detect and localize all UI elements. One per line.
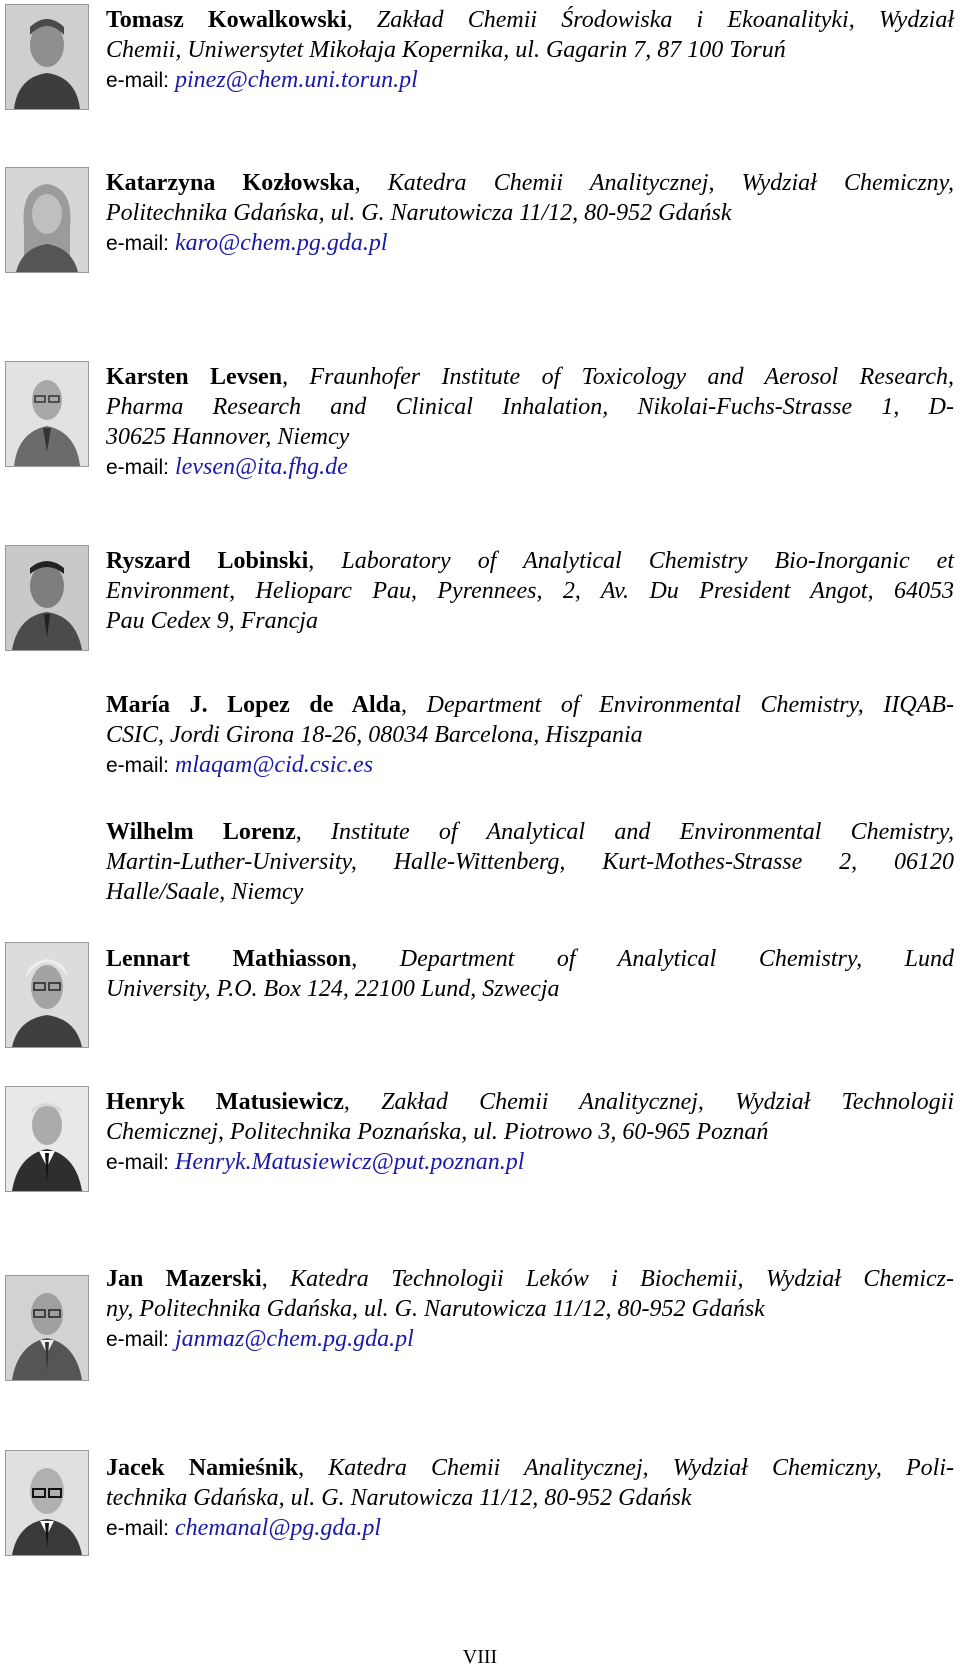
author-name: Henryk Matusiewicz [106, 1089, 344, 1115]
author-affiliation: Zakład Chemii Analitycznej, Wydział Technologii [381, 1089, 955, 1115]
author-name: Jan Mazerski [106, 1266, 262, 1292]
page-number: VIII [462, 1646, 498, 1668]
email-link[interactable]: mlaqam@cid.csic.es [175, 752, 374, 778]
author-photo [5, 942, 89, 1048]
email-link[interactable]: janmaz@chem.pg.gda.pl [175, 1326, 414, 1352]
author-affiliation: Department of Analytical Chemistry, Lund [399, 946, 955, 972]
email-link[interactable]: levsen@ita.fhg.de [175, 454, 348, 480]
email-link[interactable]: Henryk.Matusiewicz@put.poznan.pl [175, 1149, 525, 1175]
author-affiliation: Halle/Saale, Niemcy [106, 879, 304, 905]
author-affiliation: Chemicznej, Politechnika Poznańska, ul. Piotrowo 3, 60-965 Poznań [106, 1119, 769, 1145]
author-affiliation: technika Gdańska, ul. G. Narutowicza 11/12, 80-952 Gdańsk [106, 1485, 692, 1511]
email-label: e-mail: [106, 754, 170, 777]
email-label: e-mail: [106, 232, 170, 255]
author-photo [5, 1450, 89, 1556]
author-affiliation: Fraunhofer Institute of Toxicology and Aerosol Research, [309, 364, 955, 390]
author-affiliation: Laboratory of Analytical Chemistry Bio-Inorganic et [341, 548, 954, 574]
author-name: Tomasz Kowalkowski [106, 7, 347, 33]
author-affiliation: CSIC, Jordi Girona 18-26, 08034 Barcelona, Hiszpania [106, 722, 643, 748]
email-label: e-mail: [106, 456, 170, 479]
email-label: e-mail: [106, 1151, 170, 1174]
author-photo [5, 4, 89, 110]
email-label: e-mail: [106, 1517, 170, 1540]
email-link[interactable]: karo@chem.pg.gda.pl [175, 230, 388, 256]
author-affiliation: Pau Cedex 9, Francja [106, 608, 318, 634]
author-affiliation: Politechnika Gdańska, ul. G. Narutowicza 11/12, 80-952 Gdańsk [106, 200, 732, 226]
author-photo [5, 545, 89, 651]
email-label: e-mail: [106, 1328, 170, 1351]
email-link[interactable]: pinez@chem.uni.torun.pl [175, 67, 418, 93]
author-affiliation: Katedra Chemii Analitycznej, Wydział Chemiczny, [387, 170, 955, 196]
author-name: Karsten Levsen [106, 364, 283, 390]
author-affiliation: Environment, Helioparc Pau, Pyrennees, 2, Av. Du President Angot, 64053 [106, 578, 954, 604]
email-label: e-mail: [106, 69, 170, 92]
author-affiliation: Katedra Technologii Leków i Biochemii, Wydział Chemicz- [290, 1266, 955, 1292]
author-photo [5, 1275, 89, 1381]
email-link[interactable]: chemanal@pg.gda.pl [175, 1515, 382, 1541]
author-name: Lennart Mathiasson [106, 946, 352, 972]
author-name: Ryszard Lobinski [106, 548, 309, 574]
author-affiliation: 30625 Hannover, Niemcy [106, 424, 350, 450]
author-affiliation: Zakład Chemii Środowiska i Ekoanalityki, Wydział [376, 7, 954, 33]
author-affiliation: Katedra Chemii Analitycznej, Wydział Chemiczny, Poli- [328, 1455, 955, 1481]
author-name: Katarzyna Kozłowska [106, 170, 355, 196]
author-photo [5, 167, 89, 273]
author-name: Wilhelm Lorenz [106, 819, 296, 845]
author-name: Jacek Namieśnik [106, 1455, 299, 1481]
author-affiliation: University, P.O. Box 124, 22100 Lund, Szwecja [106, 976, 560, 1002]
author-affiliation: Martin-Luther-University, Halle-Wittenberg, Kurt-Mothes-Strasse 2, 06120 [106, 849, 954, 875]
author-affiliation: Institute of Analytical and Environmental Chemistry, [331, 819, 954, 845]
author-name: María J. Lopez de Alda [106, 692, 402, 718]
author-affiliation: Chemii, Uniwersytet Mikołaja Kopernika, ul. Gagarin 7, 87 100 Toruń [106, 37, 786, 63]
author-photo [5, 1086, 89, 1192]
author-affiliation: Pharma Research and Clinical Inhalation, Nikolai-Fuchs-Strasse 1, D- [106, 394, 954, 420]
author-affiliation: Department of Environmental Chemistry, IIQAB- [426, 692, 955, 718]
author-affiliation: ny, Politechnika Gdańska, ul. G. Narutowicza 11/12, 80-952 Gdańsk [106, 1296, 765, 1322]
author-photo [5, 361, 89, 467]
